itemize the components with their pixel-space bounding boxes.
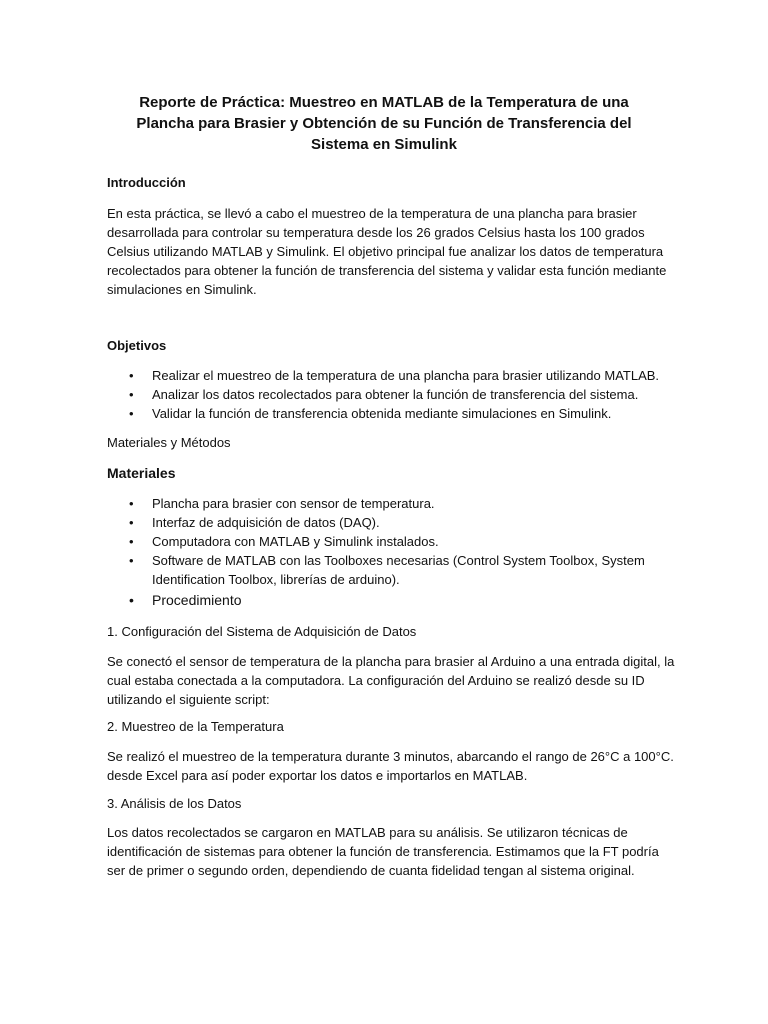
list-item-text: Realizar el muestreo de la temperatura de una plancha para brasier utilizando MATLAB. <box>152 368 660 383</box>
document-title <box>110 92 658 155</box>
bullet-mark: • <box>129 496 134 511</box>
section-2-paragraph <box>107 747 674 785</box>
paragraph-line: Celsius utilizando MATLAB y Simulink. El objetivo principal fue analizar los datos de temperatura <box>107 244 664 259</box>
bullet-mark: • <box>129 553 134 568</box>
paragraph-line: recolectados para obtener la función de transferencia del sistema y validar esta función mediante <box>107 263 667 278</box>
paragraph-line: Los datos recolectados se cargaron en MATLAB para su análisis. Se utilizaron técnicas de <box>107 825 628 840</box>
section-3-heading: 3. Análisis de los Datos <box>107 796 242 811</box>
list-item <box>107 385 659 404</box>
bullet-mark: • <box>129 515 134 530</box>
intro-paragraph <box>107 204 667 299</box>
list-item <box>107 404 659 423</box>
bullet-mark: • <box>129 534 134 549</box>
section-3-paragraph <box>107 823 667 880</box>
list-item <box>107 366 659 385</box>
section-1-heading: 1. Configuración del Sistema de Adquisición de Datos <box>107 624 417 639</box>
intro-heading: Introducción <box>107 175 186 190</box>
paragraph-line: utilizando el siguiente script: <box>107 692 270 707</box>
objectives-heading: Objetivos <box>107 338 167 353</box>
title-line: Sistema en Simulink <box>311 136 457 153</box>
paragraph-line: identificación de sistemas para obtener la función de transferencia. Estimamos que la FT podría <box>107 844 659 859</box>
bullet-mark: • <box>129 368 134 383</box>
list-item-text: Plancha para brasier con sensor de temperatura. <box>152 496 435 511</box>
list-item <box>107 551 645 589</box>
paragraph-line: desde Excel para así poder exportar los datos e importarlos en MATLAB. <box>107 768 528 783</box>
list-item-text: Interfaz de adquisición de datos (DAQ). <box>152 515 380 530</box>
paragraph-line: En esta práctica, se llevó a cabo el muestreo de la temperatura de una plancha para brasier <box>107 206 637 221</box>
paragraph-line: desarrollada para controlar su temperatura desde los 26 grados Celsius hasta los 100 grados <box>107 225 645 240</box>
title-line: Reporte de Práctica: Muestreo en MATLAB de la Temperatura de una <box>139 94 629 111</box>
list-item-text: Validar la función de transferencia obtenida mediante simulaciones en Simulink. <box>152 406 612 421</box>
list-item <box>107 513 645 532</box>
paragraph-line: Se realizó el muestreo de la temperatura durante 3 minutos, abarcando el rango de 26°C a 100°C. <box>107 749 674 764</box>
list-item-continuation: Identification Toolbox, librerías de arduino). <box>152 572 400 587</box>
paragraph-line: simulaciones en Simulink. <box>107 282 257 297</box>
list-item <box>107 532 645 551</box>
section-1-paragraph <box>107 652 675 709</box>
section-2-heading: 2. Muestreo de la Temperatura <box>107 719 284 734</box>
list-item-text: Analizar los datos recolectados para obtener la función de transferencia del sistema. <box>152 387 639 402</box>
list-item-text: Software de MATLAB con las Toolboxes necesarias (Control System Toolbox, System <box>152 553 645 568</box>
paragraph-line: ser de primer o segundo orden, dependiendo de cuanta fidelidad tengan al sistema original. <box>107 863 635 878</box>
paragraph-line: cual estaba conectada a la computadora. La configuración del Arduino se realizó desde su ID <box>107 673 645 688</box>
methods-label: Materiales y Métodos <box>107 435 231 450</box>
objectives-list <box>107 366 659 423</box>
paragraph-line: Se conectó el sensor de temperatura de la plancha para brasier al Arduino a una entrada digital, la <box>107 654 675 669</box>
bullet-mark: • <box>129 592 134 608</box>
title-line: Plancha para Brasier y Obtención de su Función de Transferencia del <box>136 115 632 132</box>
bullet-mark: • <box>129 387 134 402</box>
materials-heading: Materiales <box>107 465 176 481</box>
list-item-text: Computadora con MATLAB y Simulink instalados. <box>152 534 439 549</box>
list-item-text: Procedimiento <box>152 592 242 608</box>
materials-list <box>107 494 645 610</box>
list-item <box>107 591 645 610</box>
list-item <box>107 494 645 513</box>
bullet-mark: • <box>129 406 134 421</box>
